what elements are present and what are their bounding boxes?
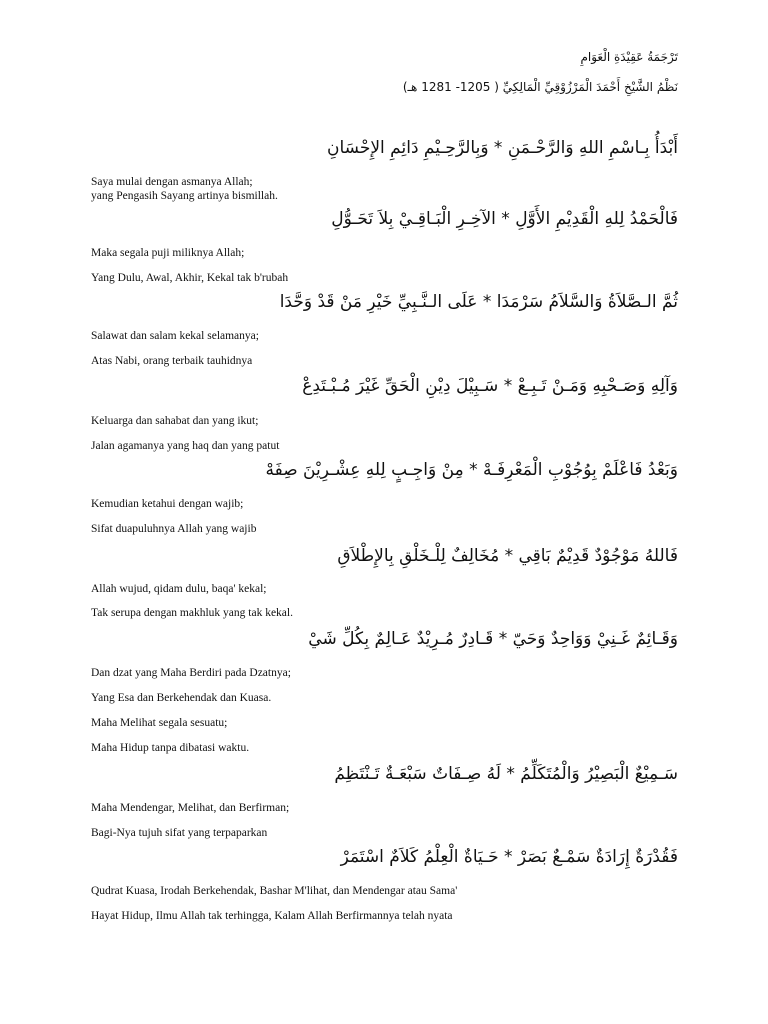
translation-line: Jalan agamanya yang haq dan yang patut — [91, 440, 280, 452]
translation-line: Qudrat Kuasa, Irodah Berkehendak, Bashar M'lihat, dan Mendengar atau Sama' — [91, 885, 458, 897]
translation-line: Sifat duapuluhnya Allah yang wajib — [91, 523, 257, 535]
arabic-verse: ثُمَّ الـصَّلاَةُ وَالسَّلاَمُ سَرْمَدَا * عَلَى الـنَّـبِيِّ خَيْرِ مَنْ قَدْ وَحَّدَا — [279, 292, 678, 312]
translation-line: Hayat Hidup, Ilmu Allah tak terhingga, Kalam Allah Berfirmannya telah nyata — [91, 910, 453, 922]
translation-line: Yang Dulu, Awal, Akhir, Kekal tak b'rubah — [91, 272, 289, 284]
translation-line: Dan dzat yang Maha Berdiri pada Dzatnya; — [91, 667, 291, 679]
translation-line: Bagi-Nya tujuh sifat yang terpaparkan — [91, 827, 268, 839]
translation-line: Allah wujud, qidam dulu, baqa' kekal; — [91, 583, 267, 595]
arabic-verse: وَقَـائِمٌ غَـنِيْ وَوَاحِدٌ وَحَيّ * قَـادِرٌ مُـرِيْدٌ عَـالِمٌ بِكُلِّ شَيْ — [308, 629, 678, 649]
arabic-verse: فَالْحَمْدُ لِلهِ الْقَدِيْمِ الأَوَّلِ * الآخِـرِ الْبَـاقِـيْ بِلاَ تَحَـوُّلِ — [331, 209, 678, 229]
arabic-verse: وَآلِهِ وَصَـحْبِهِ وَمَـنْ تَـبِـعْ * سَـبِيْلَ دِيْنِ الْحَقِّ غَيْرَ مُـبْـتَدِعْ — [302, 376, 678, 396]
document-title: تَرْجَمَةُ عَقِيْدَةِ الْعَوَامِ — [580, 50, 678, 64]
translation-line: Maka segala puji miliknya Allah; — [91, 247, 245, 259]
translation-line: Maha Hidup tanpa dibatasi waktu. — [91, 742, 250, 754]
translation-line: Yang Esa dan Berkehendak dan Kuasa. — [91, 692, 272, 704]
arabic-verse: فَاللهُ مَوْجُوْدٌ قَدِيْمٌ بَاقِي * مُخَالِفٌ لِلْـخَلْقِ بِالإِطْلاَقِ — [337, 546, 678, 566]
arabic-verse: أَبْدَأُ بِـاسْمِ اللهِ وَالرَّحْـمَنِ * وَبِالرَّحِـيْمِ دَائِمِ الإِحْسَانِ — [327, 138, 678, 158]
translation-line: yang Pengasih Sayang artinya bismillah. — [91, 190, 278, 202]
translation-line: Salawat dan salam kekal selamanya; — [91, 330, 259, 342]
translation-line: Saya mulai dengan asmanya Allah; — [91, 176, 253, 188]
arabic-verse: فَقُدْرَةٌ إِرَادَةٌ سَمْـعٌ بَصَرْ * حَـيَاةٌ الْعِلْمُ كَلاَمٌ اسْتَمَرْ — [340, 847, 678, 867]
translation-line: Atas Nabi, orang terbaik tauhidnya — [91, 355, 253, 367]
arabic-verse: وَبَعْدُ فَاعْلَمْ بِوُجُوْبِ الْمَعْرِفَـهْ * مِنْ وَاجِـبٍ لِلهِ عِشْـرِيْنَ صِفَهْ — [265, 460, 678, 480]
translation-line: Kemudian ketahui dengan wajib; — [91, 498, 244, 510]
translation-line: Maha Melihat segala sesuatu; — [91, 717, 228, 729]
translation-line: Keluarga dan sahabat dan yang ikut; — [91, 415, 259, 427]
translation-line: Tak serupa dengan makhluk yang tak kekal. — [91, 607, 293, 619]
arabic-verse: سَـمِيْعٌ الْبَصِيْرُ وَالْمُتَكَلِّمُ * لَهُ صِـفَاتٌ سَبْعَـةٌ تَـنْتَظِمُ — [334, 764, 678, 784]
translation-line: Maha Mendengar, Melihat, dan Berfirman; — [91, 802, 290, 814]
document-author-line: نَظْمُ الشَّيْخِ أَحْمَدَ الْمَرْزُوْقِيِّ الْمَالِكِيِّ ( 1205- 1281 هـ) — [402, 80, 678, 94]
